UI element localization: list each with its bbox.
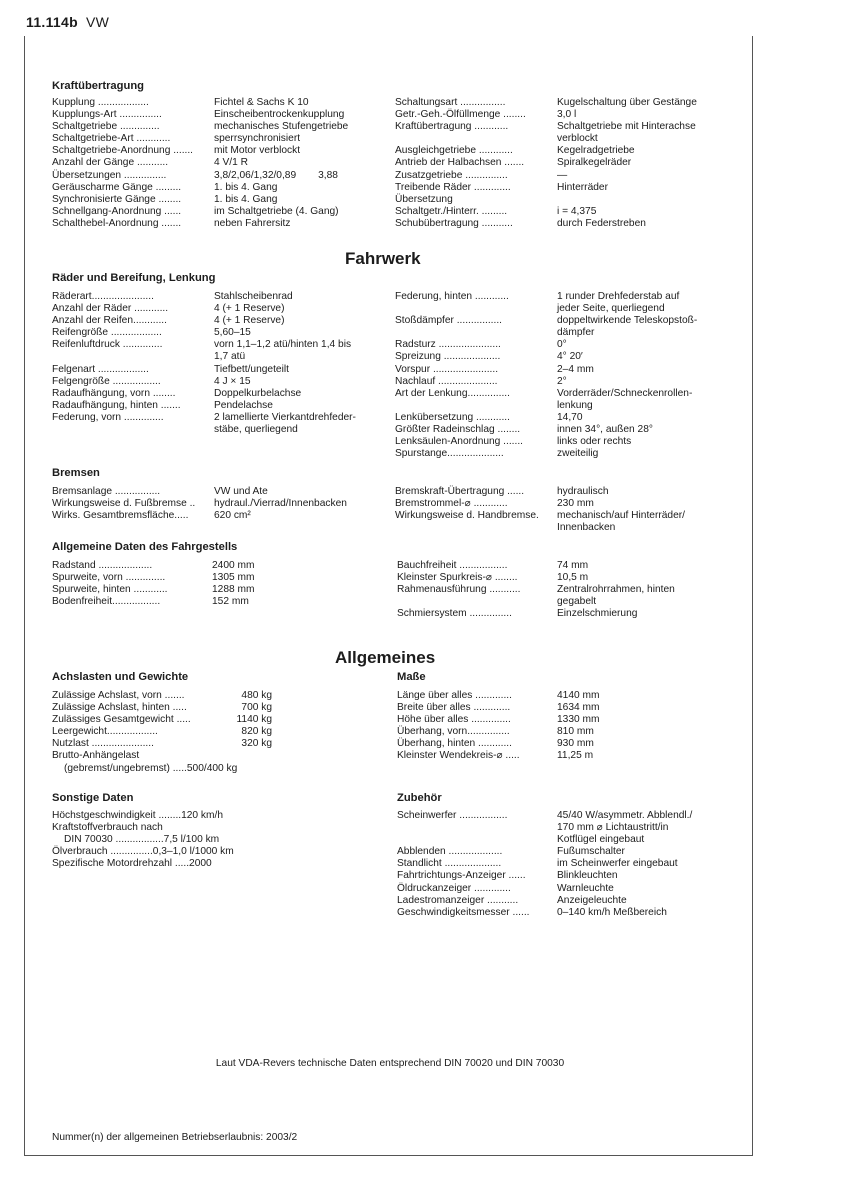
page-number: 11.114b xyxy=(26,14,78,30)
spec-value-continuation: jeder Seite, querliegend xyxy=(557,303,665,315)
spec-value: mechanisch/auf Hinterräder/ xyxy=(557,510,685,522)
spec-value: 2–4 mm xyxy=(557,363,594,375)
spec-label: Abblenden ................... xyxy=(397,846,503,858)
spec-value: VW und Ate xyxy=(214,486,268,497)
section-title-achslasten: Achslasten und Gewichte xyxy=(52,671,189,683)
spec-label: Schaltgetr./Hinterr. ......... xyxy=(395,205,508,217)
heading-fahrwerk: Fahrwerk xyxy=(345,249,421,268)
spec-label: Bremsanlage ................ xyxy=(52,486,161,497)
spec-label: Wirks. Gesamtbremsfläche..... xyxy=(52,510,189,522)
spec-row xyxy=(52,498,347,510)
spec-row xyxy=(395,206,697,218)
raeder-right-column xyxy=(395,291,697,460)
spec-row xyxy=(397,858,692,870)
spec-value: 4 J × 15 xyxy=(214,375,251,387)
spec-label: Überhang, hinten ............ xyxy=(397,738,512,750)
spec-value: 4 (+ 1 Reserve) xyxy=(214,315,285,327)
spec-row xyxy=(52,400,356,412)
spec-value: links oder rechts xyxy=(557,436,632,448)
spec-value: 4 (+ 1 Reserve) xyxy=(214,303,285,315)
spec-row xyxy=(397,738,599,750)
spec-label: Wirkungsweise d. Handbremse. xyxy=(395,510,539,522)
spec-value-continuation: verblockt xyxy=(557,133,598,145)
spec-value: 45/40 W/asymmetr. Abblendl./ xyxy=(557,810,693,821)
spec-label: Höhe über alles .............. xyxy=(397,714,511,726)
spec-value-continuation: 170 mm ⌀ Lichtaustritt/in xyxy=(557,822,669,834)
spec-value: hydraulisch xyxy=(557,486,609,497)
spec-label: Lenkübersetzung ............ xyxy=(395,411,510,423)
spec-label: Reifenluftdruck .............. xyxy=(52,339,163,351)
fahrgestell-right-column xyxy=(397,560,675,620)
spec-value: 4140 mm xyxy=(557,690,600,701)
spec-label: Länge über alles ............. xyxy=(397,690,512,701)
spec-label: Überhang, vorn............... xyxy=(397,726,510,738)
spec-label: Geräuscharme Gänge ......... xyxy=(52,181,182,193)
spec-extra-value: 3,88 xyxy=(318,169,338,181)
section-title-sonstige: Sonstige Daten xyxy=(52,792,134,804)
spec-row xyxy=(395,145,697,157)
bremsen-left-column xyxy=(52,486,347,522)
spec-value: 14,70 xyxy=(557,411,583,423)
spec-row xyxy=(395,436,697,448)
spec-value: 810 mm xyxy=(557,726,594,738)
weight-label: Brutto-Anhängelast xyxy=(52,750,140,762)
spec-label: Bremskraft-Übertragung ...... xyxy=(395,486,525,497)
section-title-bremsen: Bremsen xyxy=(52,467,100,479)
spec-row xyxy=(52,182,348,194)
spec-label: Schubübertragung ........... xyxy=(395,217,513,229)
spec-value: 2° xyxy=(557,375,567,387)
spec-value: Fichtel & Sachs K 10 xyxy=(214,97,309,108)
spec-label: Kupplungs-Art ............... xyxy=(52,109,162,121)
spec-row xyxy=(395,157,697,169)
spec-value: 1288 mm xyxy=(212,584,255,596)
spec-value: 1330 mm xyxy=(557,714,600,726)
spec-value: Vorderräder/Schneckenrollen- xyxy=(557,387,693,399)
spec-row xyxy=(395,510,685,522)
masse-column xyxy=(397,690,599,763)
spec-value: hydraul./Vierrad/Innenbacken xyxy=(214,498,347,510)
spec-value: 2400 mm xyxy=(212,560,255,571)
weight-row xyxy=(52,702,272,714)
spec-label: Schaltgetriebe-Art ............ xyxy=(52,133,171,145)
spec-label: Scheinwerfer ................. xyxy=(397,810,508,821)
spec-value: Kegelradgetriebe xyxy=(557,145,635,157)
kraft-right-column xyxy=(395,97,697,230)
spec-row xyxy=(395,218,697,230)
fahrgestell-left-column xyxy=(52,560,254,608)
spec-row xyxy=(397,690,599,702)
spec-row xyxy=(395,182,697,194)
spec-value: Stahlscheibenrad xyxy=(214,291,293,302)
spec-value: 74 mm xyxy=(557,560,589,571)
spec-label: Spurstange.................... xyxy=(395,448,504,460)
spec-value: — xyxy=(557,169,568,181)
spec-row xyxy=(397,895,692,907)
spec-row xyxy=(52,510,347,522)
spec-value-continuation: Kotflügel eingebaut xyxy=(557,834,645,846)
spec-label: Federung, vorn .............. xyxy=(52,411,164,423)
spec-value: mechanisches Stufengetriebe xyxy=(214,121,349,133)
spec-value: 4° 20′ xyxy=(557,351,583,363)
spec-value: Kugelschaltung über Gestänge xyxy=(557,97,697,108)
achslasten-column xyxy=(52,690,272,775)
spec-label: Bodenfreiheit................. xyxy=(52,596,161,608)
spec-row xyxy=(397,702,599,714)
spec-row xyxy=(395,412,697,424)
footer-note: Laut VDA-Revers technische Daten entsprechend DIN 70020 und DIN 70030 xyxy=(215,1058,565,1069)
spec-value: 2 lamellierte Vierkantdrehfeder- xyxy=(214,411,356,423)
spec-value: 1. bis 4. Gang xyxy=(214,193,278,205)
spec-label: Anzahl der Räder ............ xyxy=(52,303,169,315)
section-title-fahrgestell: Allgemeine Daten des Fahrgestells xyxy=(52,541,238,553)
spec-label: Übersetzung xyxy=(395,193,453,205)
spec-row xyxy=(397,584,675,596)
weight-label: Nutzlast ...................... xyxy=(52,738,154,750)
spec-value: durch Federstreben xyxy=(557,217,646,229)
spec-value: zweiteilig xyxy=(557,448,599,460)
weight-value: 700 kg xyxy=(241,702,272,714)
spec-row xyxy=(395,486,685,498)
spec-value: Warnleuchte xyxy=(557,882,614,894)
spec-value-continuation: Innenbacken xyxy=(557,522,616,534)
spec-label: Radstand ................... xyxy=(52,560,153,571)
spec-label: Breite über alles ............. xyxy=(397,702,511,714)
spec-value: 1634 mm xyxy=(557,702,600,714)
spec-value: doppeltwirkende Teleskopstoß- xyxy=(557,315,698,327)
spec-value: Pendelachse xyxy=(214,399,273,411)
spec-row xyxy=(395,291,697,303)
spec-label: Kraftübertragung ............ xyxy=(395,121,509,133)
spec-row xyxy=(52,109,348,121)
bremsen-right-column xyxy=(395,486,685,534)
weight-value: 1140 kg xyxy=(236,714,272,726)
spec-value: im Schaltgetriebe (4. Gang) xyxy=(214,205,339,217)
weight-value: 500/400 kg xyxy=(186,762,238,774)
page-header xyxy=(26,14,109,30)
spec-value: Doppelkurbelachse xyxy=(214,387,302,399)
spec-value: Tiefbett/ungeteilt xyxy=(214,363,289,375)
spec-value: 11,25 m xyxy=(557,750,594,762)
spec-label: Getr.-Geh.-Ölfüllmenge ........ xyxy=(395,109,526,121)
spec-value: 10,5 m xyxy=(557,572,589,584)
spec-value-continuation: dämpfer xyxy=(557,327,595,339)
spec-row xyxy=(52,339,356,351)
sonstige-line: Kraftstoffverbrauch nach xyxy=(52,822,163,834)
spec-row xyxy=(52,364,356,376)
spec-row xyxy=(52,121,348,133)
section-title-zubehoer: Zubehör xyxy=(397,792,442,804)
spec-label: Schnellgang-Anordnung ...... xyxy=(52,205,182,217)
spec-label: Vorspur ....................... xyxy=(395,363,499,375)
spec-row xyxy=(397,608,675,620)
spec-value: im Scheinwerfer eingebaut xyxy=(557,858,678,870)
spec-row xyxy=(395,424,697,436)
spec-row xyxy=(52,572,254,584)
spec-row xyxy=(397,907,692,919)
spec-row xyxy=(52,97,348,109)
spec-row xyxy=(52,303,356,315)
spec-value: 0–140 km/h Meßbereich xyxy=(557,906,667,918)
section-title-kraftuebertragung: Kraftübertragung xyxy=(52,80,144,92)
spec-value: 930 mm xyxy=(557,738,594,750)
spec-value-continuation: gegabelt xyxy=(557,596,597,608)
raeder-left-column xyxy=(52,291,356,436)
spec-row xyxy=(52,218,348,230)
spec-label: Bremstrommel-⌀ ............ xyxy=(395,498,508,510)
spec-label: Wirkungsweise d. Fußbremse .. xyxy=(52,498,196,510)
spec-row xyxy=(52,194,348,206)
spec-row xyxy=(397,846,692,858)
spec-row xyxy=(52,157,348,169)
spec-row xyxy=(52,206,348,218)
spec-label: Spreizung .................... xyxy=(395,351,501,363)
spec-label: Felgengröße ................. xyxy=(52,375,161,387)
spec-row xyxy=(395,97,697,109)
spec-label: Nachlauf ..................... xyxy=(395,375,498,387)
spec-label: Schaltgetriebe-Anordnung ....... xyxy=(52,145,194,157)
spec-label: Radsturz ...................... xyxy=(395,339,501,351)
weight-value: 320 kg xyxy=(241,738,272,750)
spec-row xyxy=(395,315,697,327)
section-title-masse: Maße xyxy=(397,671,426,683)
weight-label: Zulässiges Gesamtgewicht ..... xyxy=(52,714,191,726)
spec-row xyxy=(397,870,692,882)
spec-label: Lenksäulen-Anordnung ....... xyxy=(395,436,523,448)
spec-label: Antrieb der Halbachsen ....... xyxy=(395,157,525,169)
spec-label: Größter Radeinschlag ........ xyxy=(395,424,521,436)
spec-value: Fußumschalter xyxy=(557,846,625,858)
spec-label: Kleinster Spurkreis-⌀ ........ xyxy=(397,572,518,584)
spec-row xyxy=(397,726,599,738)
spec-row xyxy=(52,327,356,339)
weight-value: 480 kg xyxy=(241,690,272,701)
spec-row xyxy=(52,376,356,388)
spec-row xyxy=(52,388,356,400)
spec-row xyxy=(52,133,348,145)
spec-row xyxy=(52,596,254,608)
spec-label: Felgenart .................. xyxy=(52,363,149,375)
spec-value-continuation: lenkung xyxy=(557,399,593,411)
brand-label: VW xyxy=(85,14,110,30)
weight-label: Zulässige Achslast, hinten ..... xyxy=(52,702,187,714)
zubehoer-column xyxy=(397,810,692,919)
spec-value: Hinterräder xyxy=(557,181,608,193)
spec-row xyxy=(397,560,675,572)
spec-label: Spurweite, hinten ............ xyxy=(52,584,168,596)
kraft-left-column xyxy=(52,97,348,230)
spec-label: Anzahl der Reifen............ xyxy=(52,315,167,327)
sonstige-line: Höchstgeschwindigkeit ........120 km/h xyxy=(52,810,224,821)
spec-label: Stoßdämpfer ................ xyxy=(395,315,503,327)
spec-label: Schalthebel-Anordnung ....... xyxy=(52,217,182,229)
spec-row xyxy=(395,364,697,376)
spec-value: 5,60–15 xyxy=(214,327,251,339)
spec-label: Spurweite, vorn .............. xyxy=(52,572,166,584)
spec-value: 1. bis 4. Gang xyxy=(214,181,278,193)
spec-label: Federung, hinten ............ xyxy=(395,291,509,302)
spec-row xyxy=(395,121,697,133)
spec-label: Art der Lenkung............... xyxy=(395,387,510,399)
spec-label: Rahmenausführung ........... xyxy=(397,584,521,596)
right-border-rule xyxy=(752,36,753,1156)
spec-row xyxy=(52,560,254,572)
spec-row xyxy=(395,388,697,400)
weight-label: Leergewicht.................. xyxy=(52,726,158,738)
spec-label: Kupplung .................. xyxy=(52,97,149,108)
spec-label: Kleinster Wendekreis-⌀ ..... xyxy=(397,750,520,762)
spec-label: Schaltungsart ................ xyxy=(395,97,506,108)
left-border-rule xyxy=(24,36,25,1156)
weight-label: (gebremst/ungebremst) ..... xyxy=(64,762,187,774)
spec-value: 3,0 l xyxy=(557,109,577,121)
spec-row xyxy=(395,109,697,121)
spec-value: 4 V/1 R xyxy=(214,157,248,169)
spec-value: 0° xyxy=(557,339,567,351)
spec-value: neben Fahrersitz xyxy=(214,217,291,229)
spec-label: Reifengröße .................. xyxy=(52,327,162,339)
spec-row xyxy=(52,315,356,327)
spec-value: innen 34°, außen 28° xyxy=(557,424,653,436)
spec-label: Öldruckanzeiger ............. xyxy=(397,882,511,894)
spec-label: Übersetzungen ............... xyxy=(52,169,167,181)
weight-row xyxy=(52,690,272,702)
spec-label: Treibende Räder ............. xyxy=(395,181,511,193)
spec-label: Schmiersystem ............... xyxy=(397,608,512,620)
spec-row xyxy=(52,291,356,303)
spec-label: Synchronisierte Gänge ........ xyxy=(52,193,182,205)
weight-value: 820 kg xyxy=(241,726,272,738)
sonstige-column xyxy=(52,810,234,870)
spec-label: Bauchfreiheit ................. xyxy=(397,560,508,571)
spec-row xyxy=(397,810,692,822)
spec-label: Schaltgetriebe .............. xyxy=(52,121,160,133)
sonstige-line: Ölverbrauch ...............0,3–1,0 l/1000 km xyxy=(52,846,234,858)
spec-label: Fahrtrichtungs-Anzeiger ...... xyxy=(397,870,526,882)
weight-row xyxy=(52,726,272,738)
spec-value: Einscheibentrockenkupplung xyxy=(214,109,345,121)
heading-allgemeines: Allgemeines xyxy=(335,648,436,667)
spec-value: 1 runder Drehfederstab auf xyxy=(557,291,680,302)
spec-row xyxy=(395,448,697,460)
spec-label: Geschwindigkeitsmesser ...... xyxy=(397,906,530,918)
spec-row xyxy=(52,486,347,498)
spec-row xyxy=(52,412,356,424)
spec-value: Schaltgetriebe mit Hinterachse xyxy=(557,121,696,133)
sonstige-line: DIN 70030 .................7,5 l/100 km xyxy=(64,834,220,846)
spec-value: vorn 1,1–1,2 atü/hinten 1,4 bis xyxy=(214,339,352,351)
spec-label: Zusatzgetriebe ............... xyxy=(395,169,508,181)
spec-value: mit Motor verblockt xyxy=(214,145,301,157)
spec-row xyxy=(397,750,599,762)
bottom-border-rule xyxy=(24,1155,753,1156)
weight-row xyxy=(52,763,272,775)
spec-value-continuation: stäbe, querliegend xyxy=(214,424,298,436)
weight-row xyxy=(52,714,272,726)
spec-row xyxy=(395,339,697,351)
spec-value: Einzelschmierung xyxy=(557,608,638,620)
spec-label: Anzahl der Gänge ........... xyxy=(52,157,169,169)
section-title-raeder: Räder und Bereifung, Lenkung xyxy=(52,272,216,284)
spec-value: 620 cm² xyxy=(214,510,251,522)
spec-row xyxy=(52,584,254,596)
spec-row xyxy=(52,170,348,182)
spec-value: Spiralkegelräder xyxy=(557,157,632,169)
spec-row xyxy=(395,376,697,388)
spec-value: Zentralrohrrahmen, hinten xyxy=(557,584,675,596)
spec-value: i = 4,375 xyxy=(557,205,597,217)
spec-label: Ausgleichgetriebe ............ xyxy=(395,145,513,157)
spec-row xyxy=(395,170,697,182)
spec-label: Standlicht .................... xyxy=(397,858,502,870)
spec-row xyxy=(52,145,348,157)
spec-row xyxy=(395,194,697,206)
weight-label: Zulässige Achslast, vorn ....... xyxy=(52,690,185,701)
spec-value: 230 mm xyxy=(557,498,594,510)
spec-label: Radaufhängung, vorn ........ xyxy=(52,387,176,399)
spec-value: 3,8/2,06/1,32/0,89 xyxy=(214,169,297,181)
spec-value: 152 mm xyxy=(212,596,249,608)
betriebserlaubnis-number: Nummer(n) der allgemeinen Betriebserlaubnis: 2003/2 xyxy=(52,1132,298,1143)
spec-label: Ladestromanzeiger ........... xyxy=(397,894,519,906)
weight-row xyxy=(52,738,272,750)
spec-label: Räderart...................... xyxy=(52,291,154,302)
spec-row xyxy=(397,714,599,726)
spec-value: Anzeigeleuchte xyxy=(557,894,627,906)
sonstige-line: Spezifische Motordrehzahl .....2000 xyxy=(52,858,212,870)
spec-label: Radaufhängung, hinten ....... xyxy=(52,399,181,411)
spec-row xyxy=(395,498,685,510)
spec-value-continuation: 1,7 atü xyxy=(214,351,246,363)
spec-value: Blinkleuchten xyxy=(557,870,618,882)
spec-row xyxy=(395,351,697,363)
spec-value: 1305 mm xyxy=(212,572,255,584)
spec-row xyxy=(397,883,692,895)
spec-row xyxy=(397,572,675,584)
spec-value: sperrsynchronisiert xyxy=(214,133,301,145)
